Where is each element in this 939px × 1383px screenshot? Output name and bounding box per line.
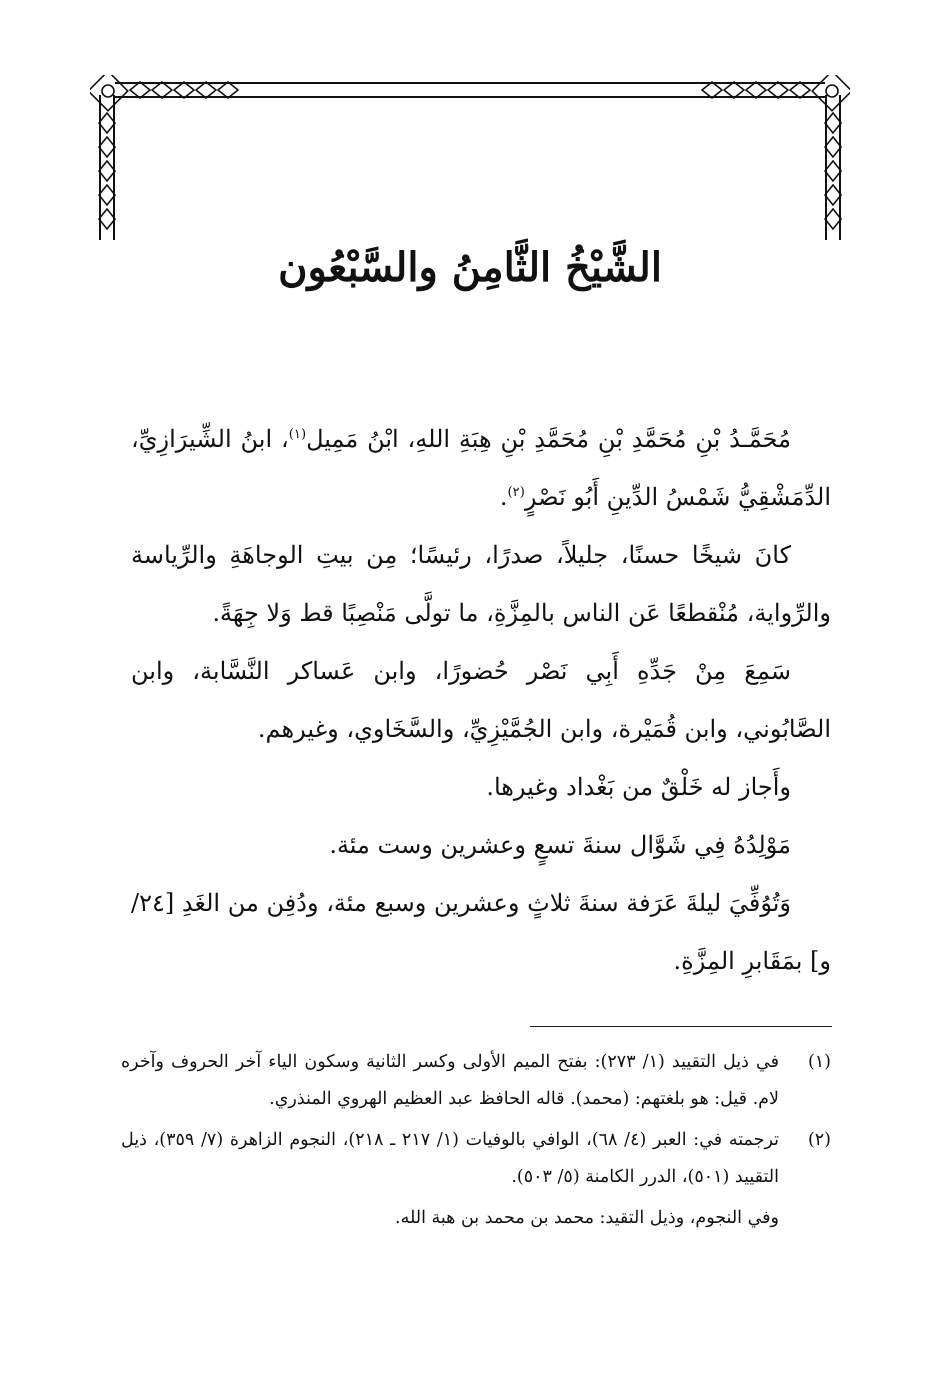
footnotes bbox=[121, 1044, 831, 1237]
ornamental-frame bbox=[90, 75, 850, 245]
footnote-text: في ذيل التقييد (١/ ٢٧٣): بفتح الميم الأولى وكسر الثانية وسكون الياء آخر الحروف وآخره لام. قيل: هو بلغتهم: (محمد). قاله الحافظ عبد العظيم الهروي المنذري. bbox=[121, 1052, 779, 1109]
footnote-number: (٢) bbox=[807, 1130, 831, 1150]
footnote-number: (١) bbox=[807, 1052, 831, 1072]
paragraph-description: كانَ شيخًا حسنًا، جليلاً، صدرًا، رئيسًا؛ مِن بيتِ الوجاهَةِ والرِّياسة والرِّواية، مُنْقطعًا عَن الناس بالمِزَّةِ، ما تولَّى مَنْصِبًا قط وَلا جِهَةً. bbox=[131, 541, 831, 627]
paragraph-ijaza: وأَجاز له خَلْقٌ من بَغْداد وغيرها. bbox=[486, 773, 791, 801]
footnote-1 bbox=[121, 1044, 831, 1118]
name-text-end: . bbox=[499, 483, 508, 511]
name-text: مُحَمَّـدُ بْنِ مُحَمَّدِ بْنِ مُحَمَّدِ بْنِ هِبَةِ اللهِ، ابْنُ مَمِيل bbox=[306, 425, 791, 453]
footnote-text: ترجمته في: العبر (٤/ ٦٨)، الوافي بالوفيات (١/ ٢١٧ ـ ٢١٨)، النجوم الزاهرة (٧/ ٣٥٩)، ذيل التقييد (٥٠١)، الدرر الكامنة (٥/ ٥٠٣). bbox=[121, 1130, 779, 1187]
paragraph-birth: مَوْلِدُهُ فِي شَوَّال سنةَ تسعٍ وعشرين وست مئة. bbox=[329, 831, 791, 859]
name-text-cont: ، ابنُ الشِّيرَازِيِّ، الدِّمَشْقِيُّ شَمْسُ الدِّينِ أَبُو نَصْرٍ bbox=[131, 425, 831, 511]
chapter-title: الشَّيْخُ الثَّامِنُ والسَّبْعُون bbox=[278, 244, 662, 291]
footnote-ref-1[interactable]: (١) bbox=[288, 427, 307, 442]
footnote-ref-2[interactable]: (٢) bbox=[507, 485, 525, 500]
paragraph-teachers: سَمِعَ مِنْ جَدِّهِ أَبِي نَصْر حُضورًا، وابن عَساكر النَّسَّابة، وابن الصَّابُوني، وابن قُمَيْرة، وابن الجُمَّيْزِيِّ، والسَّخَاوي، وغيرهم. bbox=[131, 657, 831, 743]
paragraph-name bbox=[131, 410, 831, 526]
paragraph-death: وَتُوُفِّيَ ليلةَ عَرَفة سنةَ ثلاثٍ وعشرين وسبع مئة، ودُفِن من الغَدِ [٢٤/ و] بمَقَابرِ المِزَّةِ. bbox=[131, 889, 831, 975]
footnote-2 bbox=[121, 1122, 831, 1196]
footnote-2-extra: وفي النجوم، وذيل التقيد: محمد بن محمد بن هبة الله. bbox=[395, 1208, 779, 1228]
main-text bbox=[131, 410, 831, 990]
footnote-separator bbox=[530, 1026, 832, 1027]
